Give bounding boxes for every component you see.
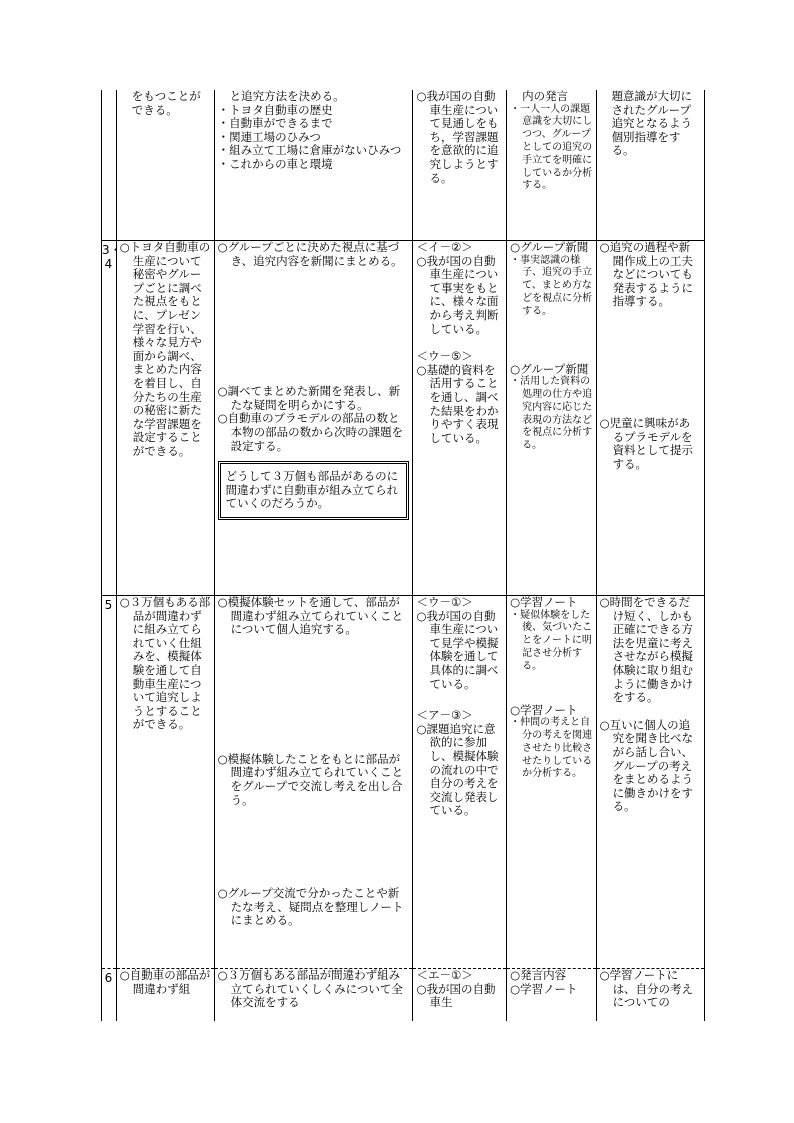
activity-cell: と追究方法を決める。 ・トヨタ自動車の歴史 ・自動車ができるまで ・関連工場のひみつ ・組み立て工場に倉庫がないひみつ ・これからの車と環境 — [214, 90, 413, 241]
table-row — [102, 969, 705, 1022]
table-row — [102, 596, 705, 969]
list-item: ・自動車ができるまで — [217, 116, 333, 131]
lesson-number: 6 — [102, 969, 117, 1022]
method-cell: ○発言内容 ○学習ノート — [507, 969, 596, 1022]
list-item: ・関連工場のひみつ — [217, 129, 321, 144]
goal-cell: ○トヨタ自動車の生産について秘密やグループごとに調べた視点をもとに、プレゼン学習を行い、様々な見方や面から調べ、まとめた内容を着目し、自分たちの生産の秘密に新たな学習課題を設定することができる。 — [116, 241, 214, 596]
evaluation-cell: ＜エ－①＞ ○我が国の自動車生 — [413, 969, 507, 1022]
table-row — [102, 241, 705, 596]
learning-question-box: どうして３万個も部品があるのに間違わずに自動車が組み立てられていくのだろうか。 — [218, 461, 410, 520]
method-cell: ○グループ新聞 ・事実認識の様子、追究の手立て、まとめ方などを視点に分析する。 ○グループ新聞 ・活用した資料の処理の仕方や追究内容に応じた表現の方法などを視点に分析する。 — [507, 241, 596, 596]
goal-cell: をもつことができる。 — [116, 90, 214, 241]
evaluation-cell: ○我が国の自動車生産について見通しをもち，学習課題を意欲的に追究しようとする。 — [413, 90, 507, 241]
lesson-number — [102, 90, 117, 241]
support-cell: ○時間をできるだけ短く、しかも正確にできる方法を児童に考えさせながら模擬体験に取り組むように働きかけをする。 ○互いに個人の追究を聞き比べながら話し合い、グループの考えをまとめるように働きかけをする。 — [596, 596, 704, 969]
support-cell: ○追究の過程や新聞作成上の工夫などについても発表するように指導する。 ○児童に興味があるプラモデルを資料として提示する。 — [596, 241, 704, 596]
method-cell: 内の発言 ・一人一人の課題意識を大切にしつつ、グループとしての追究の手立てを明確にしているか分析する。 — [507, 90, 596, 241]
activity-cell: ○模擬体験セットを通して、部品が間違わず組み立てられていくことについて個人追究する。 ○模擬体験したことをもとに部品が間違わず組み立てられていくことをグループで交流し考えを出し合う。 ○グループ交流で分かったことや新たな考え、疑問点を整理しノートにまとめる。 — [214, 596, 413, 969]
evaluation-cell: ＜イ－②＞ ○我が国の自動車生産について事実をもとに、様々な面から考え判断している。 ＜ウ－⑤＞ ○基礎的資料を活用することを通し、調べた結果をわかりやすく表現している。 — [413, 241, 507, 596]
support-cell: ○学習ノートには、自分の考えについての — [596, 969, 704, 1022]
list-item: ・トヨタ自動車の歴史 — [217, 102, 333, 117]
table-row — [102, 90, 705, 241]
lesson-number: 5 — [102, 596, 117, 969]
method-cell: ○学習ノート ・疑似体験をした後、気づいたことをノートに明記させ分析する。 ○学習ノート ・仲間の考えと自分の考えを関連させたり比較させたりしているか分析する。 — [507, 596, 596, 969]
goal-cell: ○自動車の部品が間違わず組 — [116, 969, 214, 1022]
list-item: ・これからの車と環境 — [217, 156, 333, 171]
support-cell: 題意識が大切にされたグループ追究となるよう個別指導をする。 — [596, 90, 704, 241]
lesson-plan-table — [101, 90, 705, 1021]
activity-cell: ○グループごとに決めた視点に基づき、追究内容を新聞にまとめる。 ○調べてまとめた新聞を発表し、新たな疑問を明らかにする。 ○自動車のプラモデルの部品の数と本物の部品の数から次時の課題を設定する。 どうして３万個も部品があるのに間違わずに自動車が組み立てられていくのだろうか。 — [214, 241, 413, 596]
evaluation-cell: ＜ウ－①＞ ○我が国の自動車生産について見学や模擬体験を通して具体的に調べている。 ＜ア－③＞ ○課題追究に意欲的に参加し、模擬体験の流れの中で自分の考えを交流し発表している。 — [413, 596, 507, 969]
list-item: ・組み立て工場に倉庫がないひみつ — [217, 143, 402, 158]
activity-cell: ○３万個もある部品が間違わず組み立てられていくしくみについて全体交流をする — [214, 969, 413, 1022]
lesson-number: 3・4 — [102, 241, 117, 596]
goal-cell: ○３万個もある部品が間違わずに組み立てられていく仕組みを、模擬体験を通して自動車生産について追究しようとすることができる。 — [116, 596, 214, 969]
